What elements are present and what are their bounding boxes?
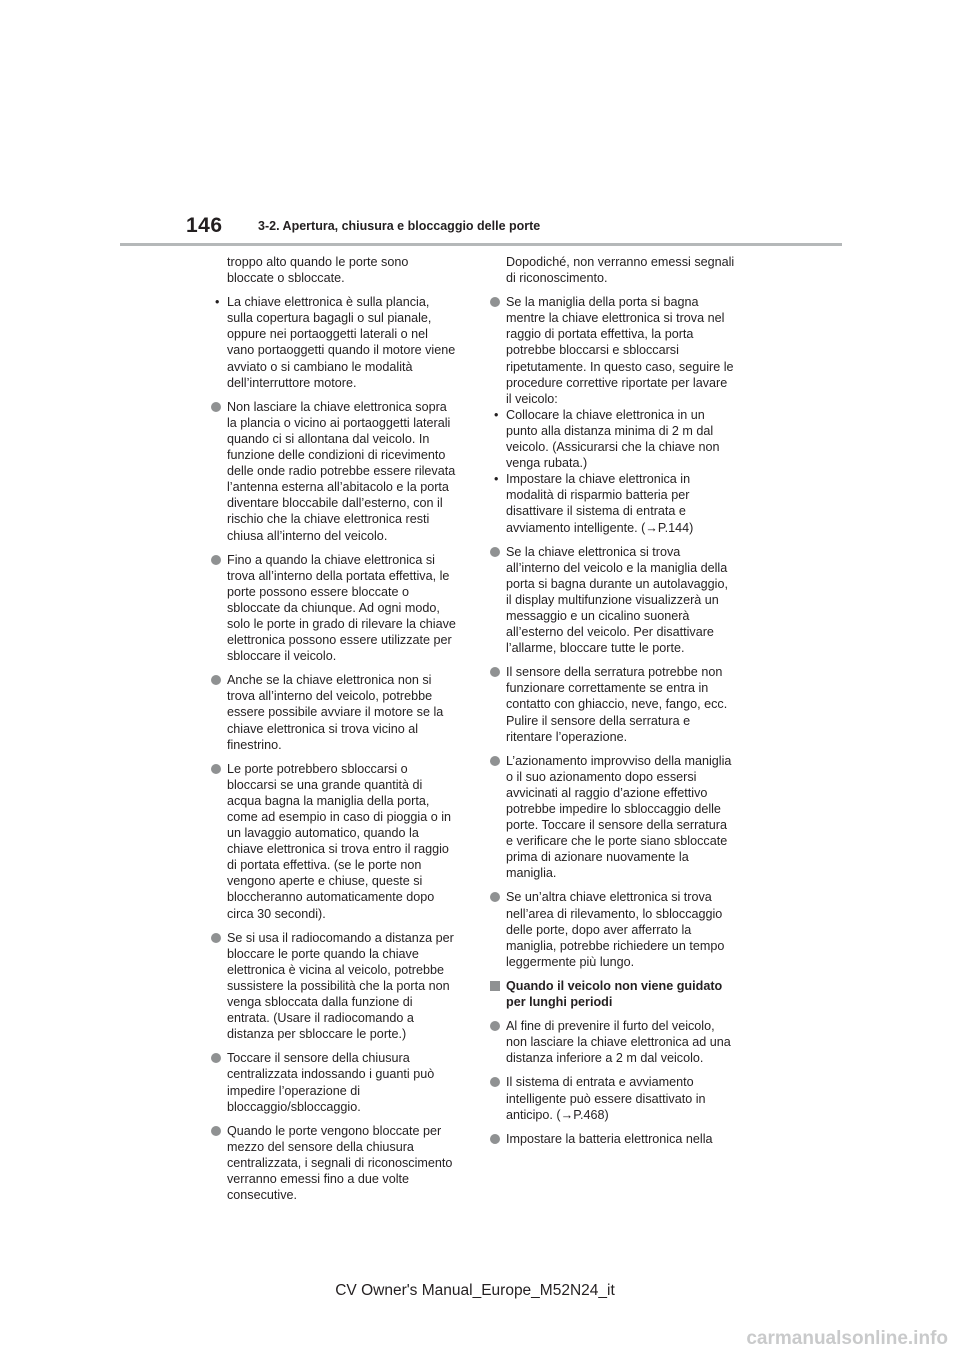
bullet-text: Al fine di prevenire il furto del veicolo, non lasciare la chiave elettronica ad una distanza inferiore a 2 m dal veicolo. (506, 1019, 731, 1066)
bullet-dot-icon (490, 547, 500, 557)
bullet-item (211, 552, 457, 665)
sub-item-text: Collocare la chiave elettronica in un punto alla distanza minima di 2 m dal veicolo. (Assicurarsi che la chiave non venga rubata.) (506, 407, 720, 471)
bullet-text: Se si usa il radiocomando a distanza per bloccare le porte quando la chiave elettronica è vicina al veicolo, potrebbe sussistere la possibilità che la porta non venga sbloccata dalla funzione di entrata. (Usare il radiocomando a distanza per sbloccare le porte.) (227, 930, 454, 1042)
bullet-text: Se la chiave elettronica si trova all’interno del veicolo e la maniglia della porta si bagna durante un autolavaggio, il display multifunzione visualizzerà un messaggio e un cicalino suonerà all’esterno del veicolo. Per disattivare l’allarme, bloccare tutte le porte. (506, 544, 728, 656)
sub-item-marker: • (494, 472, 499, 487)
bullet-dot-icon (211, 933, 221, 943)
bullet-item (490, 294, 736, 407)
page-number: 146 (186, 214, 223, 237)
sub-item (490, 471, 736, 535)
bullet-dot-icon (490, 1021, 500, 1031)
bullet-item (490, 1131, 736, 1147)
bullet-item (211, 672, 457, 752)
bullet-text: Il sensore della serratura potrebbe non funzionare correttamente se entra in contatto con ghiaccio, neve, fango, ecc. Pulire il sensore della serratura e ritentare l’operazione. (506, 665, 728, 744)
header-divider (120, 243, 842, 246)
bullet-text: Anche se la chiave elettronica non si trova all’interno del veicolo, potrebbe essere possibile avviare il motore se la chiave elettronica si trova vicino al finestrino. (227, 673, 444, 752)
bullet-dot-icon (490, 1134, 500, 1144)
bullet-item (490, 753, 736, 882)
bullet-dot-icon (490, 756, 500, 766)
manual-id: CV Owner's Manual_Europe_M52N24_it (335, 1282, 615, 1299)
heading-square-icon (490, 981, 500, 991)
bullet-text: Se un’altra chiave elettronica si trova nell’area di rilevamento, lo sbloccaggio delle porte, dopo aver afferrato la maniglia, potrebbe richiedere un tempo leggermente più lungo. (506, 890, 725, 969)
sub-item (490, 407, 736, 471)
sub-item (211, 294, 457, 391)
bullet-dot-icon (211, 1053, 221, 1063)
bullet-dot-icon (211, 555, 221, 565)
bullet-item (490, 544, 736, 657)
bullet-dot-icon (211, 1126, 221, 1136)
subsection-heading (490, 978, 736, 1010)
bullet-text: Toccare il sensore della chiusura centralizzata indossando i guanti può impedire l’operazione di bloccaggio/sbloccaggio. (227, 1051, 435, 1114)
bullet-text: Fino a quando la chiave elettronica si trova all’interno della portata effettiva, le porte possono essere bloccate o sbloccate da chiunque. Ad ogni modo, solo le porte in grado di rilevare la chiave elettronica possono essere utilizzate per sbloccare il veicolo. (227, 552, 456, 664)
footer (0, 1282, 960, 1300)
bullet-dot-icon (490, 1077, 500, 1087)
bullet-item (211, 1050, 457, 1114)
bullet-dot-icon (490, 667, 500, 677)
bullet-dot-icon (211, 675, 221, 685)
bullet-dot-icon (490, 297, 500, 307)
bullet-text: Se la maniglia della porta si bagna mentre la chiave elettronica si trova nel raggio di portata effettiva, la porta potrebbe bloccarsi e sbloccarsi ripetutamente. In questo caso, seguire le procedure correttive riportate per lavare il veicolo: (506, 295, 734, 406)
bullet-item (211, 930, 457, 1043)
sub-item-text: Impostare la chiave elettronica in modalità di risparmio batteria per disattivare il sistema di entrata e avviamento intelligente. (→P.144) (506, 472, 694, 535)
bullet-dot-icon (490, 892, 500, 902)
continued-text: troppo alto quando le porte sono bloccate o sbloccate. (227, 255, 409, 286)
bullet-dot-icon (211, 402, 221, 412)
heading-text: Quando il veicolo non viene guidato per lunghi periodi (506, 978, 723, 1010)
bullet-item (490, 1018, 736, 1066)
bullet-item (490, 1074, 736, 1122)
sub-item-marker: • (215, 295, 220, 310)
bullet-text: Le porte potrebbero sbloccarsi o bloccarsi se una grande quantità di acqua bagna la maniglia della porta, come ad esempio in caso di pioggia o in un lavaggio automatico, quando la chiave elettronica si trova entro il raggio di portata effettiva. (se le porte non vengono aperte e chiuse, queste si bloccheranno automaticamente dopo circa 30 secondi). (227, 761, 452, 921)
watermark: carmanualsonline.info (746, 1328, 948, 1349)
right-column (490, 254, 736, 1155)
sub-item-marker: • (494, 407, 499, 422)
continued-text: Dopodiché, non verranno emessi segnali di riconoscimento. (506, 255, 735, 286)
bullet-text: L’azionamento improvviso della maniglia o il suo azionamento dopo essersi avvicinati al raggio d’azione effettivo potrebbe impedire lo sbloccaggio delle porte. Toccare il sensore della serratura e verificare che le porte siano sbloccate prima di azionare nuovamente la maniglia. (506, 753, 732, 881)
bullet-text: Il sistema di entrata e avviamento intelligente può essere disattivato in anticipo. (→P.468) (506, 1075, 706, 1122)
bullet-item (490, 889, 736, 969)
bullet-text: Quando le porte vengono bloccate per mezzo del sensore della chiusura centralizzata, i segnali di riconoscimento verranno emessi fino a due volte consecutive. (227, 1123, 453, 1203)
sub-item-text: La chiave elettronica è sulla plancia, sulla copertura bagagli o sul pianale, oppure nei portaoggetti laterali o nel vano portaoggetti quando il motore viene avviato o si cambiano le modalità dell’interruttore motore. (227, 295, 456, 390)
section-title: 3-2. Apertura, chiusura e bloccaggio delle porte (258, 219, 541, 233)
bullet-text: Non lasciare la chiave elettronica sopra la plancia o vicino ai portaoggetti laterali quando ci si allontana dal veicolo. In funzione delle condizioni di ricevimento delle onde radio potrebbe essere rilevata l’antenna esterna all’abitacolo e la porta diventare bloccabile dall’esterno, con il rischio che la chiave elettronica resti chiusa all’interno del veicolo. (227, 399, 456, 543)
bullet-item (211, 761, 457, 922)
bullet-text: Impostare la batteria elettronica nella (506, 1131, 713, 1146)
left-column (211, 254, 457, 1211)
bullet-item (211, 1123, 457, 1203)
bullet-dot-icon (211, 764, 221, 774)
bullet-item (211, 399, 457, 544)
bullet-item (490, 664, 736, 744)
